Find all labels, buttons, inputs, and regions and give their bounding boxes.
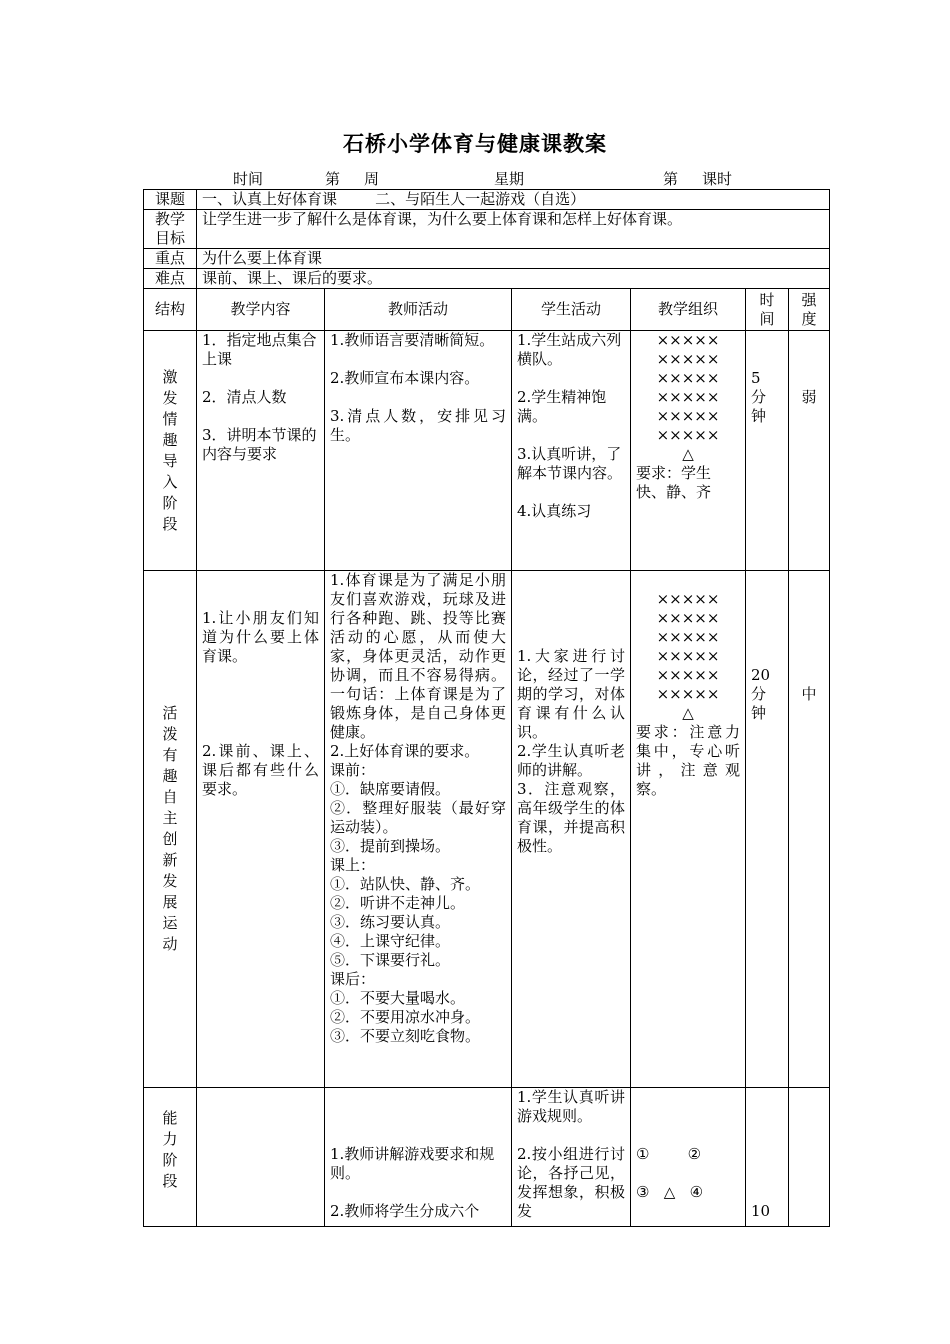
text-line: ××××× (656, 426, 720, 444)
text-line: ××××× (656, 407, 720, 425)
stage-intensity-cell (789, 1088, 830, 1227)
stage-intensity: 弱 (801, 388, 817, 406)
text-line: ①．缺席要请假。 (330, 780, 451, 798)
focus-row (144, 249, 830, 269)
text-line: ②．不要用凉水冲身。 (330, 1008, 481, 1026)
focus-value: 为什么要上体育课 (197, 249, 830, 269)
text-line: △ (682, 445, 694, 463)
text-line: ②．听讲不走神儿。 (330, 894, 466, 912)
weekday-label: 星期 (494, 170, 525, 188)
week-suffix: 周 (364, 170, 380, 188)
text-line: 3．注意观察，高年级学生的体育课，并提高积极性。 (517, 780, 625, 855)
text-line: 1.学生认真听讲游戏规则。 (517, 1088, 625, 1125)
formation-diagram (636, 590, 740, 723)
stage-structure: 能力阶段 (162, 1109, 178, 1190)
text-line: 1.体育课是为了满足小朋友们喜欢游戏，玩球及进行各种跑、跳、投等比赛活动的心愿，从而使大家，身体更灵活，动作更协调，而且不容易得病。一句话：上体育课是为了锻炼身体，是自己身体更健康。 (330, 571, 506, 741)
lesson-plan-table (143, 189, 830, 1227)
text-line: 1.教师讲解游戏要求和规则。 (330, 1145, 495, 1182)
header-structure: 结构 (144, 289, 197, 331)
header-organization: 教学组织 (631, 289, 746, 331)
text-line: ××××× (656, 331, 720, 349)
text-line: ××××× (656, 666, 720, 684)
text-line (330, 350, 506, 369)
text-line: 1．指定地点集合上课 (202, 331, 317, 368)
text-line: ××××× (656, 590, 720, 608)
text-line (517, 1126, 625, 1145)
formation-row: ③ △ ④ (636, 1183, 704, 1201)
lesson-suffix: 课时 (702, 170, 733, 188)
text-line (330, 1183, 506, 1202)
stage-time: 10 (751, 1202, 771, 1220)
text-line: 4.认真练习 (517, 502, 592, 520)
focus-label: 重点 (144, 249, 197, 269)
stage-time-cell (746, 331, 789, 571)
topic-row (144, 190, 830, 210)
text-line (517, 369, 625, 388)
goal-value: 让学生进一步了解什么是体育课，为什么要上体育课和怎样上好体育课。 (197, 210, 830, 249)
content-item: 1.让小朋友们知道为什么要上体育课。 (202, 609, 319, 665)
stage-row (144, 571, 830, 1088)
text-line (202, 407, 319, 426)
formation-diagram (636, 331, 740, 464)
text-line: 课上： (330, 856, 376, 874)
text-line: ③．提前到操场。 (330, 837, 451, 855)
goal-label: 教学目标 (144, 210, 197, 249)
stage-time-cell (746, 1088, 789, 1227)
formation-requirement: 要求：注意力集中，专心听讲，注意观察。 (636, 723, 740, 798)
stage-student (512, 1088, 631, 1227)
stage-structure-cell (144, 331, 197, 571)
text-line: 1.教师语言要清晰简短。 (330, 331, 495, 349)
text-line: ××××× (656, 350, 720, 368)
header-intensity: 强度 (789, 289, 830, 331)
text-line: 2.按小组进行讨论，各抒己见，发挥想象，积极发 (517, 1145, 625, 1220)
header-time: 时间 (746, 289, 789, 331)
text-line (517, 483, 625, 502)
text-line: ①．站队快、静、齐。 (330, 875, 481, 893)
text-line: ③．不要立刻吃食物。 (330, 1027, 481, 1045)
goal-row (144, 210, 830, 249)
stage-student (512, 331, 631, 571)
week-prefix: 第 (325, 170, 341, 188)
text-line: 2.教师宣布本课内容。 (330, 369, 480, 387)
header-teacher: 教师活动 (325, 289, 512, 331)
stage-time: 5分钟 (751, 369, 767, 425)
text-line: ②．整理好服装（最好穿运动装）。 (330, 799, 506, 836)
text-line (202, 369, 319, 388)
stage-organization (631, 331, 746, 571)
stage-time: 20分钟 (751, 666, 771, 722)
difficulty-label: 难点 (144, 269, 197, 289)
text-line: ①．不要大量喝水。 (330, 989, 466, 1007)
stage-student (512, 571, 631, 1088)
text-line: ××××× (656, 647, 720, 665)
text-line: 2.教师将学生分成六个 (330, 1202, 480, 1220)
teacher-activity-list (330, 1145, 506, 1221)
text-line: 1.大家进行讨论，经过了一学期的学习，对体育课有什么认识。 (517, 647, 625, 741)
stage-intensity: 中 (801, 685, 817, 703)
difficulty-value: 课前、课上、课后的要求。 (197, 269, 830, 289)
topic-label: 课题 (144, 190, 197, 210)
text-line: 2.上好体育课的要求。 (330, 742, 480, 760)
text-line: ③．练习要认真。 (330, 913, 451, 931)
stage-structure-cell (144, 1088, 197, 1227)
stage-content (197, 331, 325, 571)
stage-organization (631, 571, 746, 1088)
topic-value: 一、认真上好体育课 二、与陌生人一起游戏（自选） (197, 190, 830, 210)
stage-teacher (325, 571, 512, 1088)
header-row (144, 289, 830, 331)
stage-intensity-cell (789, 571, 830, 1088)
difficulty-row (144, 269, 830, 289)
text-line: 2．清点人数 (202, 388, 287, 406)
text-line: 1.学生站成六列横队。 (517, 331, 622, 368)
text-line: 课前： (330, 761, 376, 779)
text-line: ④．上课守纪律。 (330, 932, 451, 950)
lesson-prefix: 第 (663, 170, 679, 188)
text-line: ××××× (656, 685, 720, 703)
text-line: 3.清点人数，安排见习生。 (330, 407, 506, 444)
student-activity-list (517, 647, 625, 856)
stage-row (144, 331, 830, 571)
stage-structure: 激发情趣导入阶段 (162, 367, 178, 533)
stage-content (197, 571, 325, 1088)
content-item: 2.课前、课上、课后都有些什么要求。 (202, 742, 319, 798)
text-line: ⑤．下课要行礼。 (330, 951, 451, 969)
text-line: 2.学生精神饱满。 (517, 388, 607, 425)
stage-teacher (325, 1088, 512, 1227)
formation-requirement: 要求：学生快、静、齐 (636, 464, 712, 501)
stage-row (144, 1088, 830, 1227)
text-line: 2.学生认真听老师的讲解。 (517, 742, 625, 779)
text-line: 3．讲明本节课的内容与要求 (202, 426, 317, 463)
stage-organization (631, 1088, 746, 1227)
text-line (330, 388, 506, 407)
text-line: ××××× (656, 609, 720, 627)
text-line: 3.认真听讲，了解本节课内容。 (517, 445, 623, 482)
text-line (517, 426, 625, 445)
header-content: 教学内容 (197, 289, 325, 331)
stage-structure: 活泼有趣自主创新发展运动 (162, 704, 178, 953)
header-student: 学生活动 (512, 289, 631, 331)
text-line: △ (682, 704, 694, 722)
page-title: 石桥小学体育与健康课教案 (343, 131, 607, 156)
text-line: ××××× (656, 628, 720, 646)
stage-time-cell (746, 571, 789, 1088)
stage-content (197, 1088, 325, 1227)
text-line: 课后： (330, 970, 376, 988)
stage-structure-cell (144, 571, 197, 1088)
stage-teacher (325, 331, 512, 571)
stage-intensity-cell (789, 331, 830, 571)
time-label: 时间 (233, 170, 264, 188)
text-line: ××××× (656, 369, 720, 387)
text-line: ××××× (656, 388, 720, 406)
formation-row: ① ② (636, 1145, 702, 1163)
